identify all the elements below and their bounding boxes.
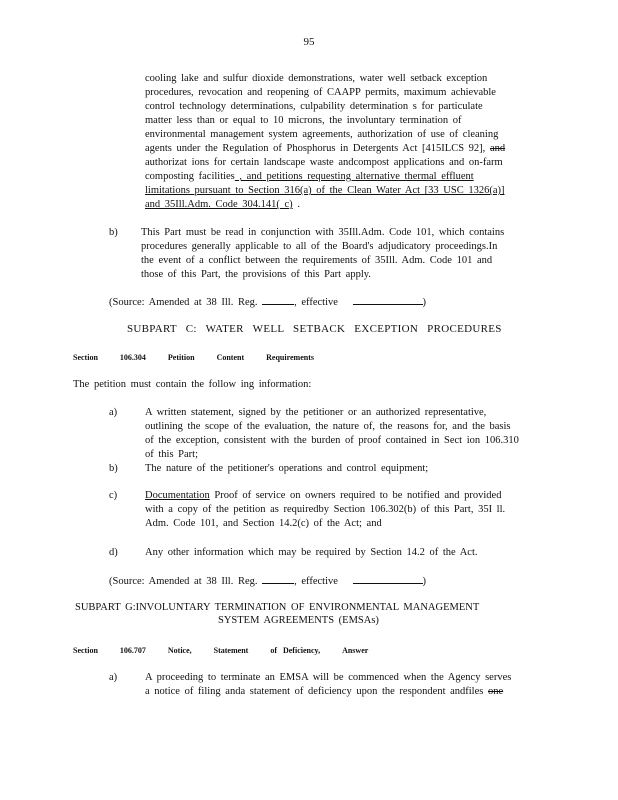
item-c-body [145,489,505,531]
item-b-body [145,462,428,476]
item-line-text: a notice of filing anda statement of deficiency upon the respondent andfiles [145,686,484,697]
item-d-text: Any other information which may be required by Section 14.2 of the Act. [145,547,478,558]
inserted-line: limitations pursuant to Section 316(a) of the Clean Water Act [33 USC 1326(a)] [145,185,505,196]
para-b-line: the event of a conflict between the requirements of 35Ill. Adm. Code 101 and [141,255,493,266]
reg-blank [262,295,294,305]
intro-line [145,142,505,156]
reg-blank [262,574,294,584]
source-mid: , effective [294,297,338,308]
para-b-body [141,226,504,282]
item-line [145,685,511,699]
section-title-word: Statement [213,646,249,655]
item-line [145,489,505,503]
intro-line [145,170,505,184]
inserted-text: and 35Ill.Adm. Code 304.141( c) [145,199,293,210]
section-number: 106.707 [119,646,146,655]
intro-paragraph [145,72,505,212]
item-c-label: c) [109,490,118,501]
page-number: 95 [303,36,315,48]
item-b-label: b) [109,463,118,474]
para-b-line: those of this Part, the provisions of this Part apply. [141,269,371,280]
intro-line: control technology determinations, culpability determination s for particulate [145,101,483,112]
section-label: Section [73,353,98,362]
item-line: The nature of the petitioner's operations and control equipment; [145,463,429,474]
subpart-heading: SUBPART C: WATER WELL SETBACK EXCEPTION PROCEDURES [127,323,502,335]
item-line: outlining the scope of the evaluation, the nature of, the reasons for, and the basis [145,421,511,432]
source-mid: , effective [294,576,338,587]
para-b-line: This Part must be read in conjunction with 35Ill.Adm. Code 101, which contains [141,227,505,238]
section-number: 106.304 [119,353,146,362]
petition-intro: The petition must contain the follow ing information: [73,379,312,390]
intro-line: matter less than or equal to 10 microns, the involuntary termination of [145,115,462,126]
section-title-word: Requirements [266,353,314,362]
section-title-word: of Deficiency, [270,646,321,655]
item-a-label: a) [109,407,118,418]
intro-line: cooling lake and sulfur dioxide demonstrations, water well setback exception [145,73,488,84]
intro-line: environmental management system agreements, authorization of use of cleaning [145,129,499,140]
intro-line [145,198,505,212]
para-b-line: procedures generally applicable to all of the Board's adjudicatory proceedings.In [141,241,498,252]
section-title-word: Petition [167,353,195,362]
item-707a-body [145,671,511,699]
section-title-word: Content [216,353,245,362]
source-suffix: ) [422,297,427,308]
intro-line: authorizat ions for certain landscape waste andcompost applications and on-farm [145,157,503,168]
source-prefix: (Source: Amended at 38 Ill. Reg. [109,297,258,308]
section-label: Section [73,646,98,655]
section-heading [73,646,390,655]
subpart-heading: SUBPART G:INVOLUNTARY TERMINATION OF ENVIRONMENTAL MANAGEMENT [75,602,480,613]
item-a-body [145,406,519,462]
inserted-text: , and petitions requesting alternative thermal effluent [234,171,474,182]
source-suffix: ) [422,576,427,587]
source-note [109,295,426,310]
item-line-text: Proof of service on owners required to be notified and provided [209,490,502,501]
intro-line: procedures, revocation and reopening of CAAPP permits, maximum achievable [145,87,496,98]
item-line: A written statement, signed by the petitioner or an authorized representative, [145,407,487,418]
item-line: Adm. Code 101, and Section 14.2(c) of the Act; and [145,518,382,529]
underlined-term: Documentation [145,490,210,501]
deleted-text: and [489,143,506,154]
date-blank [353,295,423,305]
intro-line-text: composting facilities [145,171,235,182]
deleted-text: one [487,686,504,697]
section-title-word: Answer [342,646,369,655]
item-line: A proceeding to terminate an EMSA will be commenced when the Agency serves [145,672,512,683]
period: . [292,199,300,210]
section-title-word: Notice, [167,646,192,655]
source-prefix: (Source: Amended at 38 Ill. Reg. [109,576,258,587]
item-line: with a copy of the petition as requiredby Section 106.302(b) of this Part, 35I ll. [145,504,506,515]
item-d-label: d) [109,547,118,558]
date-blank [353,574,423,584]
item-line: of this Part; [145,449,198,460]
section-heading [73,353,336,362]
para-b-label: b) [109,227,118,238]
intro-line-text: agents under the Regulation of Phosphorus in Detergents Act [415ILCS 92], [145,143,486,154]
subpart-heading-line2: SYSTEM AGREEMENTS (EMSAs) [218,615,379,626]
item-a-label: a) [109,672,118,683]
source-note [109,574,426,589]
item-line: of the exception, consistent with the burden of proof contained in Sect ion 106.310 [145,435,519,446]
